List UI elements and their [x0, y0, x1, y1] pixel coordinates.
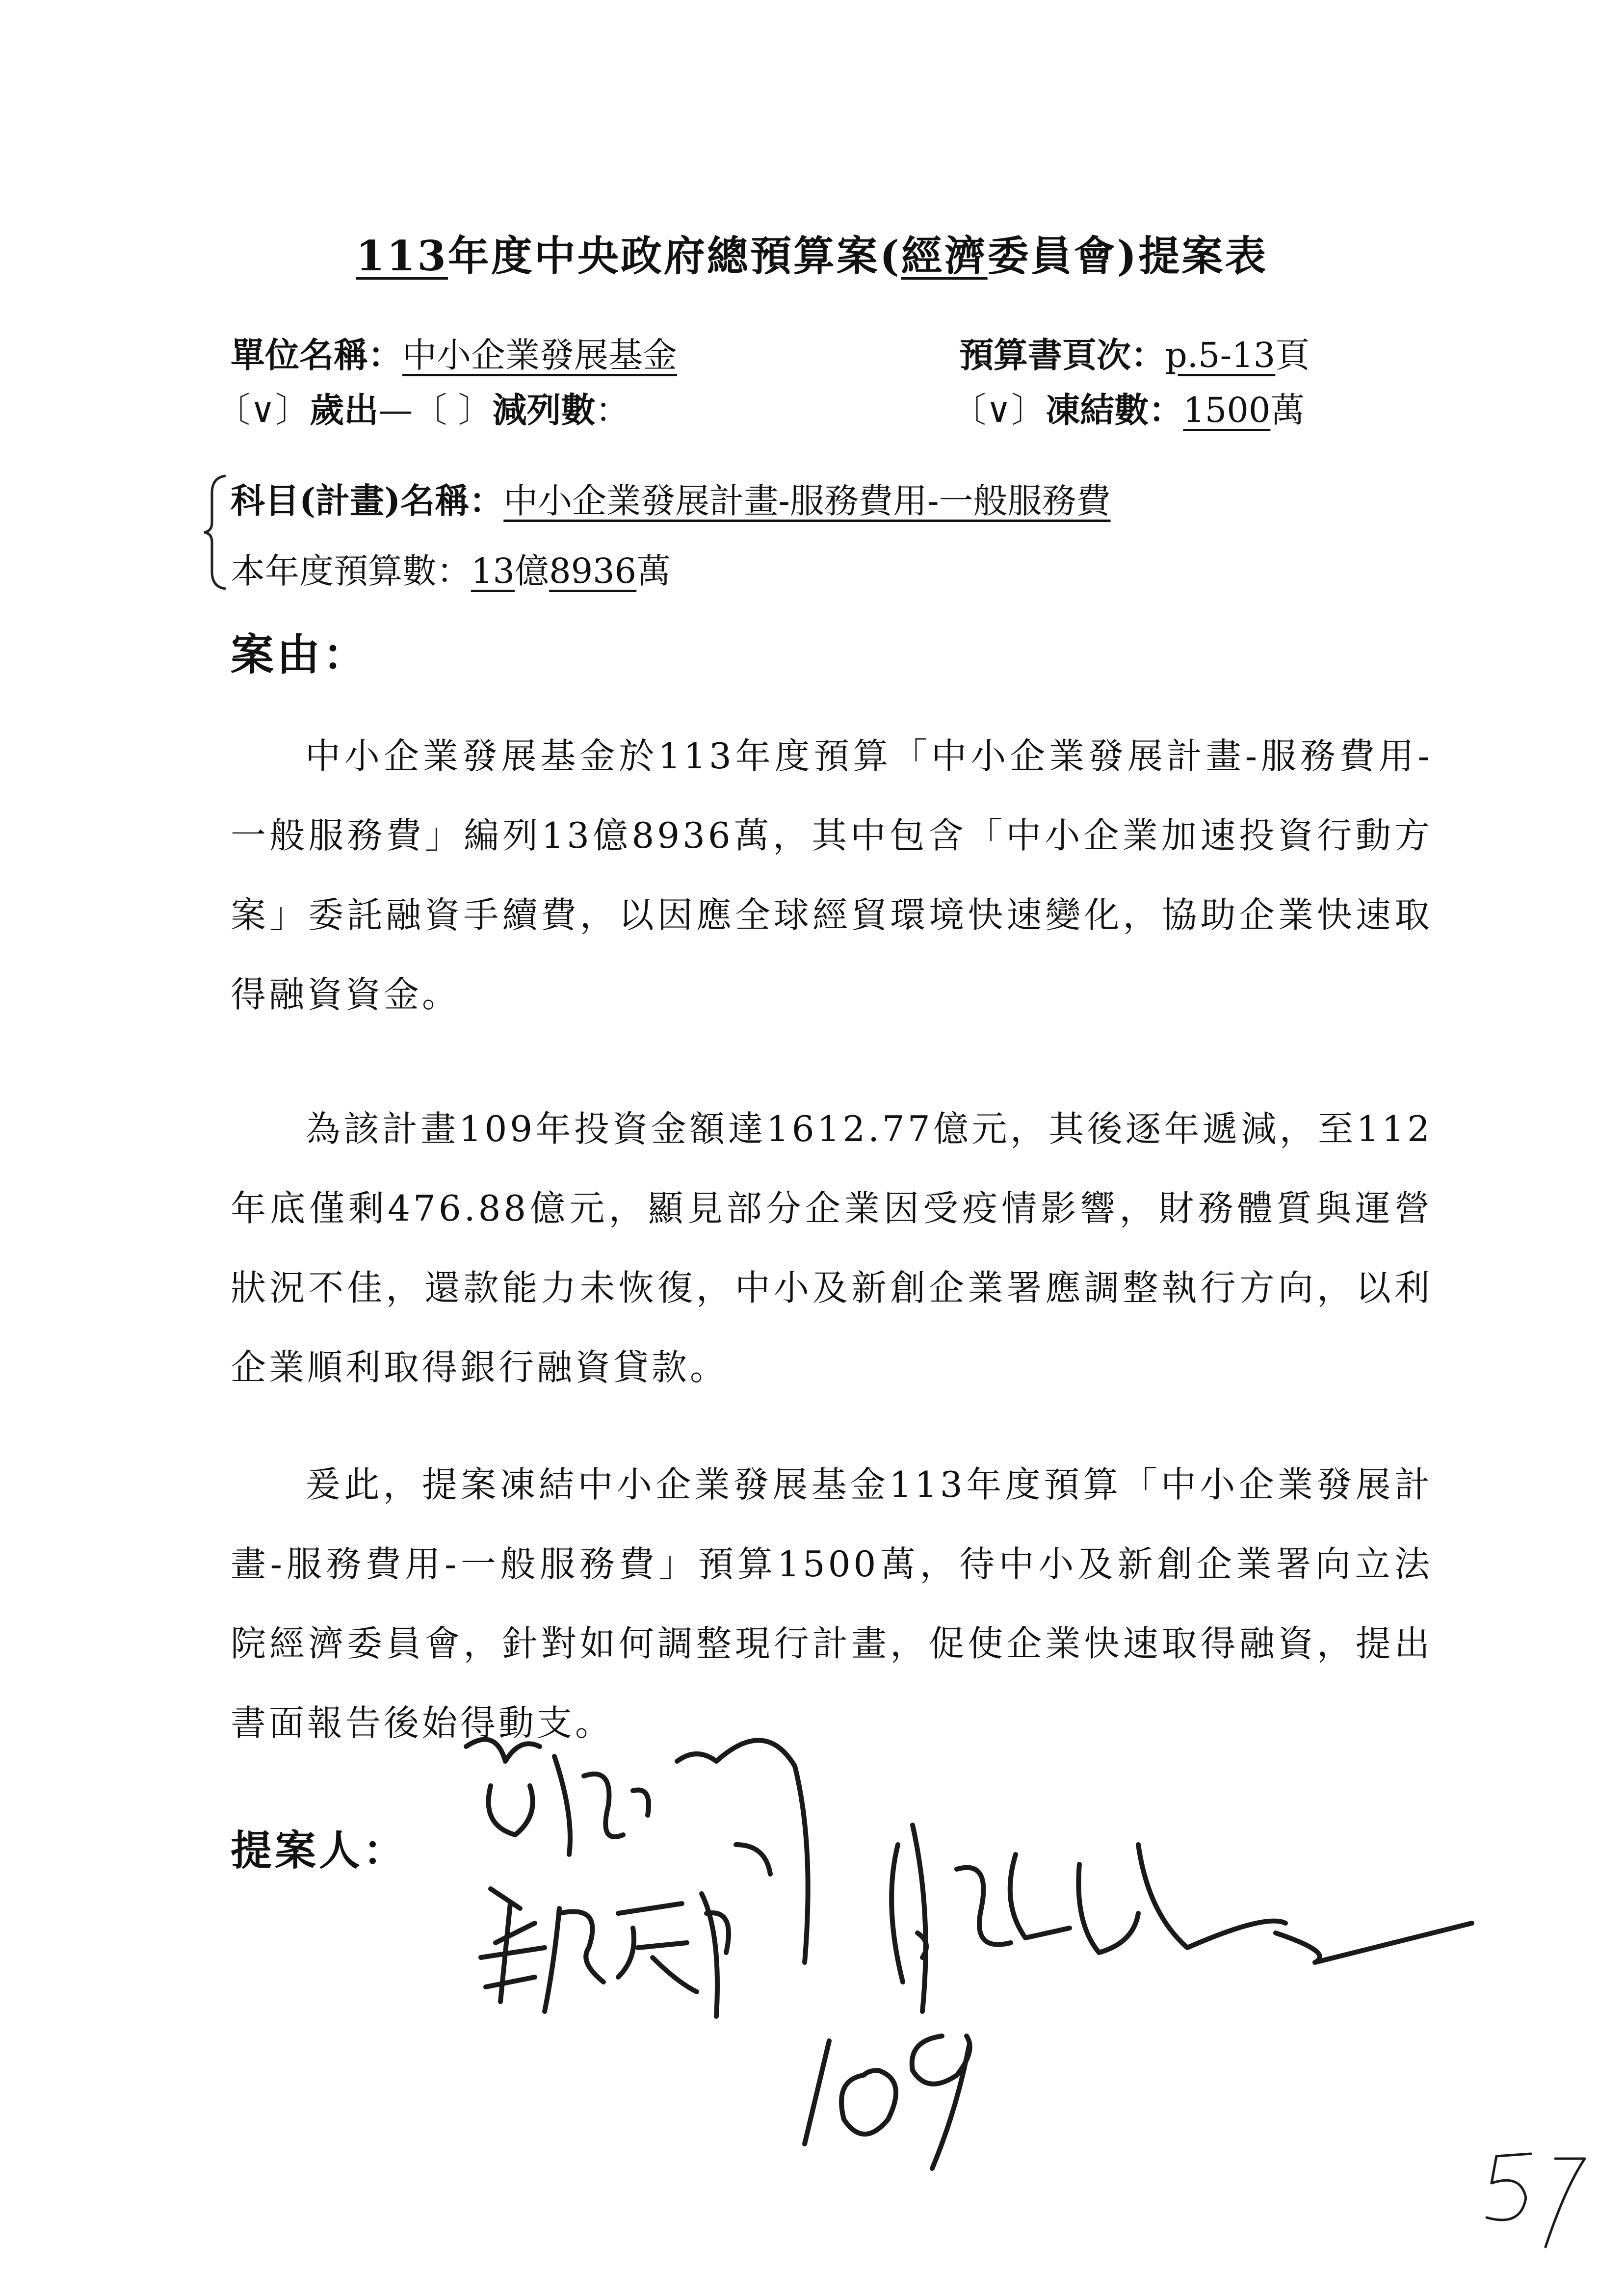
freeze-label: 凍結數：	[1046, 390, 1183, 430]
title-committee: 經濟	[901, 232, 988, 280]
budget-unit-yi: 億	[515, 551, 550, 591]
handwritten-page-mark-57	[1487, 2154, 1585, 2247]
reduction-label: 減列數	[492, 390, 596, 430]
title-year: 113	[356, 232, 448, 280]
expense-checkbox: 〔∨〕	[216, 390, 310, 430]
subject-label: 科目(計畫)名稱：	[231, 480, 504, 521]
proposer-label: 提案人：	[231, 1826, 408, 1875]
reduction-colon: ：	[595, 390, 630, 430]
handwritten-109	[805, 2036, 970, 2168]
case-paragraph-1: 中小企業發展基金於113年度預算「中小企業發展計畫-服務費用-一般服務費」編列13億8936萬，其中包含「中小企業加速投資行動方案」委託融資手續費，以因應全球經貿環境快速變化，協助企業快速取得融資資金。	[231, 735, 1433, 1015]
title-pre: 年度中央政府總預算案(	[447, 232, 901, 280]
case-heading: 案由：	[231, 629, 369, 680]
subject-value: 中小企業發展計畫-服務費用-一般服務費	[503, 481, 1111, 521]
freeze-unit: 萬	[1270, 390, 1305, 430]
cut-dash: —	[378, 390, 413, 430]
page-ref-suffix: 頁	[1275, 335, 1310, 375]
expense-label: 歲出	[310, 390, 379, 430]
budget-amount-yi: 13	[471, 551, 515, 591]
freeze-value: 1500	[1183, 390, 1271, 430]
page-ref-label: 預算書頁次：	[959, 335, 1165, 375]
unit-value: 中小企業發展基金	[402, 335, 677, 375]
case-paragraph-2: 為該計畫109年投資金額達1612.77億元，其後逐年遞減，至112年底僅剩476.88億元，顯見部分企業因受疫情影響，財務體質與運營狀況不佳，還款能力未恢復，中小及新創企業署應調整執行方向，以利企業順利取得銀行融資貸款。	[231, 1108, 1433, 1388]
freeze-checkbox: 〔∨〕	[952, 390, 1046, 430]
signature-3	[891, 1825, 1472, 2011]
page-ref-value: p.5-13	[1165, 335, 1276, 375]
budget-amount-wan: 8936	[549, 551, 637, 591]
budget-label: 本年度預算數：	[231, 551, 471, 591]
signature-2	[481, 1889, 729, 2016]
reduction-checkbox: 〔 〕	[413, 390, 493, 430]
title-post: 委員會)提案表	[987, 232, 1268, 280]
unit-label: 單位名稱：	[231, 335, 402, 375]
signature-1	[466, 1739, 808, 1962]
case-paragraph-3: 爰此，提案凍結中小企業發展基金113年度預算「中小企業發展計畫-服務費用-一般服務費」預算1500萬，待中小及新創企業署向立法院經濟委員會，針對如何調整現行計畫，促使企業快速取得融資，提出書面報告後始得動支。	[231, 1464, 1433, 1744]
budget-unit-wan: 萬	[636, 551, 671, 591]
